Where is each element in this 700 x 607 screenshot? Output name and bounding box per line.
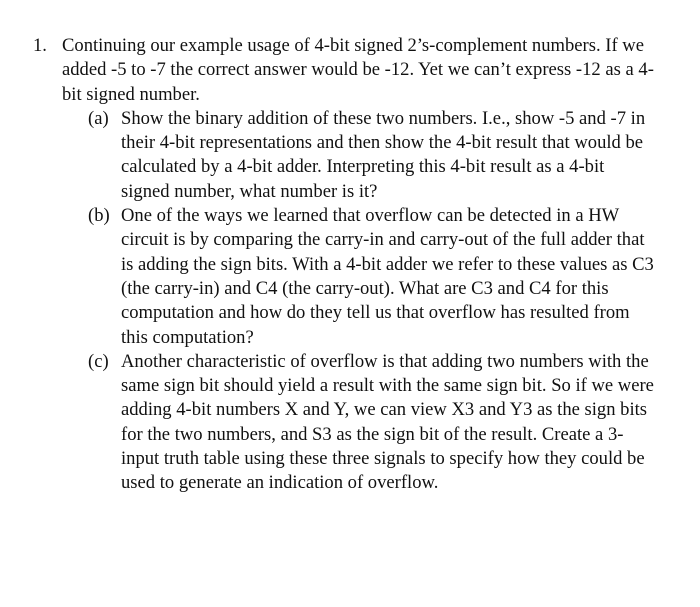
part-a [88, 107, 668, 204]
part-c-label: (c) [88, 350, 109, 372]
question-1 [33, 34, 683, 496]
part-c [88, 350, 668, 496]
part-c-text: Another characteristic of overflow is that adding two numbers with the same sign bit should yield a result with the same sign bit. So if we were adding 4-bit numbers X and Y, we can view X3 and Y3 as the sign bits for the two numbers, and S3 as the sign bit of the result. Create a 3-input truth table using these three signals to specify how they could be used to generate an indication of overflow. [121, 350, 654, 494]
part-b [88, 204, 668, 350]
part-b-text: One of the ways we learned that overflow can be detected in a HW circuit is by comparing the carry-in and carry-out of the full adder that is adding the sign bits. With a 4-bit adder we refer to these values as C3 (the carry-in) and C4 (the carry-out). What are C3 and C4 for this computation and how do they tell us that overflow has resulted from this computation? [121, 205, 654, 348]
part-a-text: Show the binary addition of these two numbers. I.e., show -5 and -7 in their 4-bit representations and then show the 4-bit result that would be calculated by a 4-bit adder. Interpreting this 4-bit result as a 4-bit signed number, what number is it? [121, 107, 646, 202]
question-parts [88, 107, 668, 496]
question-number: 1. [33, 35, 47, 56]
question-body [62, 34, 662, 496]
part-a-label: (a) [88, 107, 109, 129]
question-text: Continuing our example usage of 4-bit signed 2’s-complement numbers. If we added -5 to -7 the correct answer would be -12. Yet we can’t express -12 as a 4-bit signed number. [62, 35, 654, 105]
part-b-label: (b) [88, 205, 110, 227]
